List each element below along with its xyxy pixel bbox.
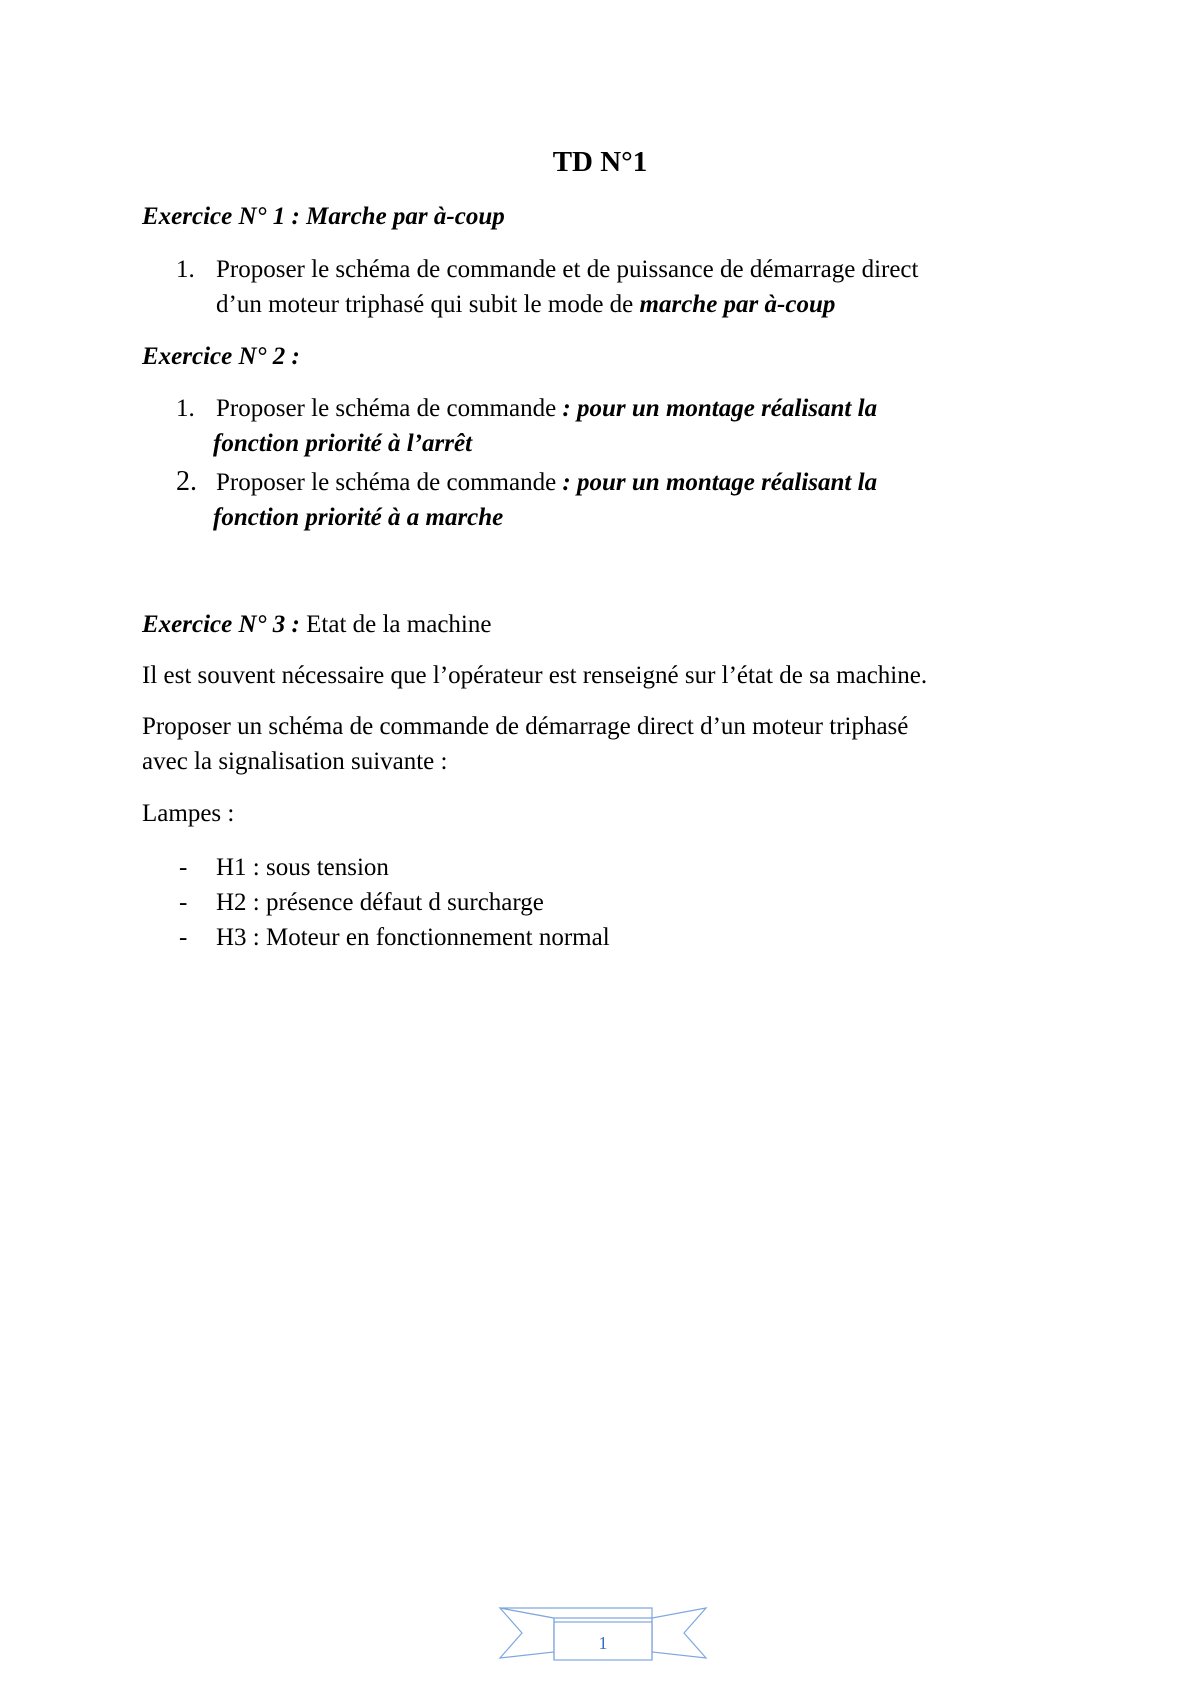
document-title: TD N°1 xyxy=(552,146,648,178)
ex3-paragraph-2-line2: avec la signalisation suivante : xyxy=(142,748,448,775)
ex1-item-1-number: 1. xyxy=(176,256,195,283)
ex1-item-1-line2 xyxy=(216,288,835,322)
lamp-1-bullet: - xyxy=(179,854,188,881)
ex2-item-2-line1-emphasis: : pour un montage réalisant la xyxy=(562,469,878,496)
lamp-3-bullet: - xyxy=(179,924,188,951)
lamp-1-text: H1 : sous tension xyxy=(216,854,389,881)
lamps-label: Lampes : xyxy=(142,800,235,827)
ex3-paragraph-1: Il est souvent nécessaire que l’opérateur est renseigné sur l’état de sa machine. xyxy=(142,662,928,689)
ex2-item-1-line1-text: Proposer le schéma de commande xyxy=(216,395,563,422)
lamp-2-bullet: - xyxy=(179,889,188,916)
ex2-item-2-number: 2. xyxy=(176,466,197,497)
ex1-item-1-emphasis: marche par à-coup xyxy=(639,291,836,318)
ex2-item-1-line2: fonction priorité à l’arrêt xyxy=(213,430,473,457)
ex1-item-1-line1: Proposer le schéma de commande et de puissance de démarrage direct xyxy=(216,256,919,283)
exercise-3-heading-label: Exercice N° 3 : xyxy=(142,611,307,638)
ex2-item-2-line1 xyxy=(216,466,877,500)
exercise-2-heading: Exercice N° 2 : xyxy=(142,343,300,370)
ex2-item-1-line1 xyxy=(216,392,877,426)
lamp-3-text: H3 : Moteur en fonctionnement normal xyxy=(216,924,610,951)
ex3-paragraph-2-line1: Proposer un schéma de commande de démarrage direct d’un moteur triphasé xyxy=(142,713,909,740)
ex2-item-1-number: 1. xyxy=(176,395,195,422)
exercise-3-heading-subject: Etat de la machine xyxy=(306,611,492,638)
ex1-item-1-line2-text: d’un moteur triphasé qui subit le mode de xyxy=(216,291,640,318)
ex2-item-2-line2: fonction priorité à a marche xyxy=(213,504,504,531)
exercise-3-heading xyxy=(142,608,491,642)
exercise-1-heading: Exercice N° 1 : Marche par à-coup xyxy=(142,203,505,230)
ex2-item-2-line1-text: Proposer le schéma de commande xyxy=(216,469,563,496)
ribbon-right-tail xyxy=(652,1608,706,1658)
page-number: 1 xyxy=(598,1633,608,1653)
lamp-2-text: H2 : présence défaut d surcharge xyxy=(216,889,544,916)
ex2-item-1-line1-emphasis: : pour un montage réalisant la xyxy=(562,395,878,422)
